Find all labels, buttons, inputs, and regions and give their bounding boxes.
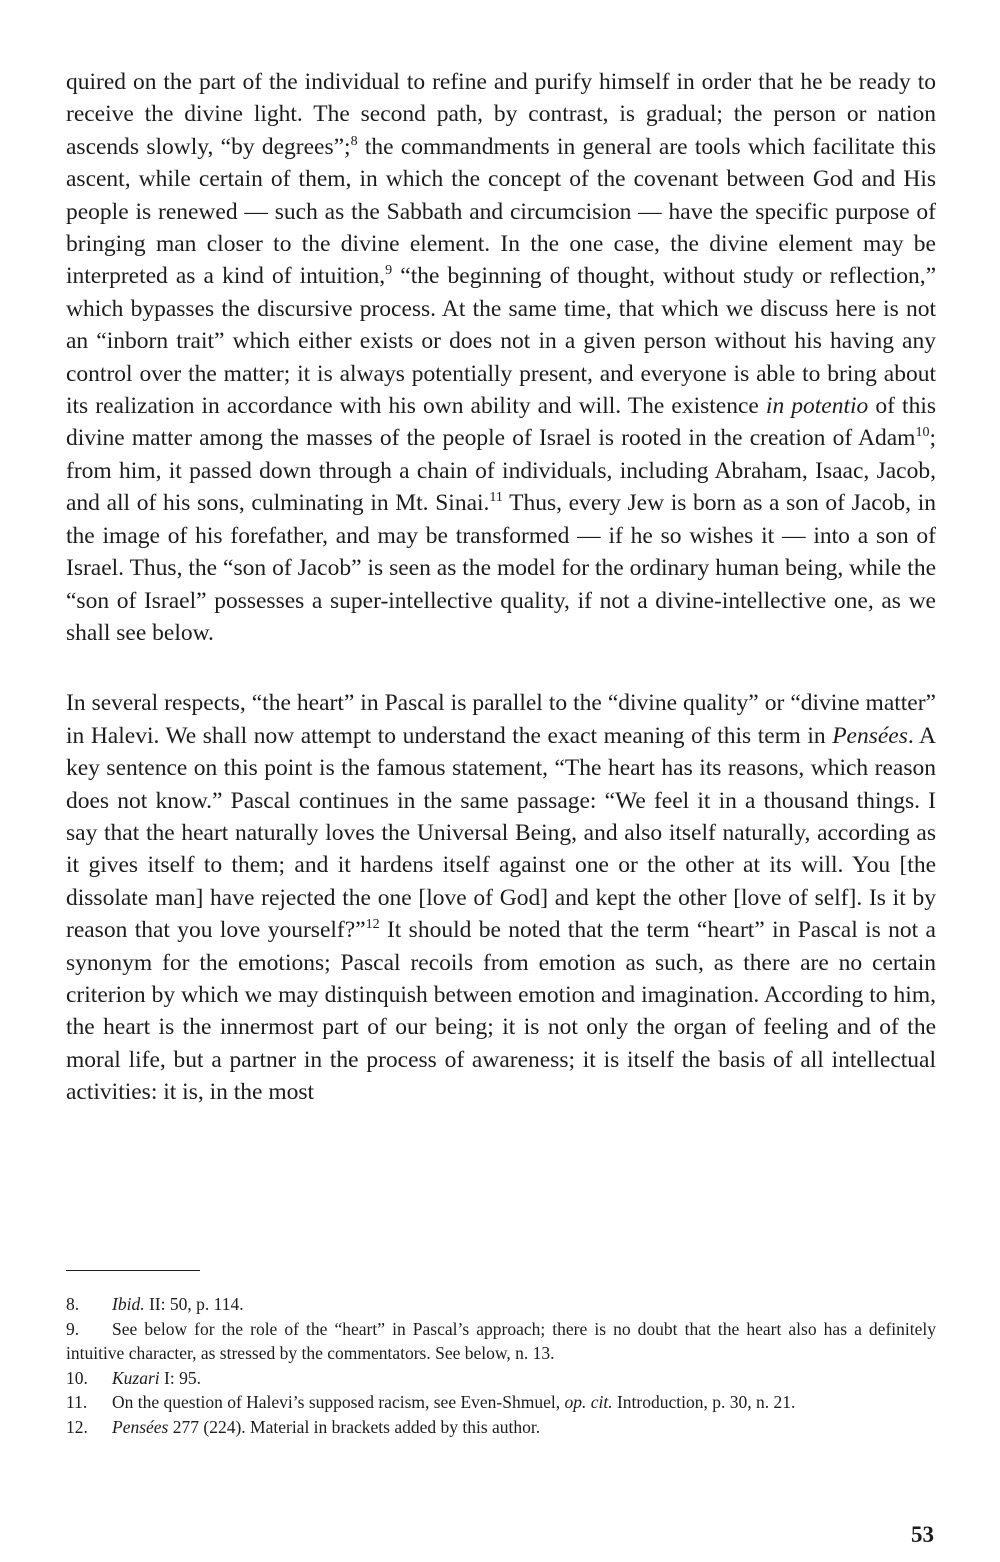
text-run: It should be noted that the term “heart” in Pascal is not a synonym for the emotions; Pascal recoils from emotion as such, as there are no certain criterion by which we may distinquish between emotion and imagination. According to him, the heart is the innermost part of our being; it is not only the organ of feeling and of the moral life, but a partner in the process of awareness; it is itself the basis of all intellectual activities: it is, in the most (66, 917, 936, 1106)
footnote-9 (66, 1317, 936, 1366)
footnote-text: Introduction, p. 30, n. 21. (612, 1392, 796, 1412)
text-run: In several respects, “the heart” in Pascal is parallel to the “divine quality” or “divine matter” in Halevi. We shall now attempt to understand the exact meaning of this term in (66, 690, 936, 749)
footnote-divider (66, 1270, 200, 1271)
italic-title: Pensées (832, 722, 908, 749)
footnote-11 (66, 1390, 936, 1415)
footnote-text: I: 95. (159, 1367, 201, 1388)
text-run: the commandments in general are tools which facilitate this ascent, while certain of them, in which the concept of the covenant between God and His people is renewed — such as the Sabbath and circumcision — have the specific purpose of bringing man closer to the divine element. In the one case, the divine element may be interpreted as a kind of intuition, (66, 133, 936, 290)
footnote-ref-8[interactable]: 8 (350, 133, 358, 149)
italic-ref: Pensées (112, 1416, 169, 1437)
footnote-text: On the question of Halevi’s supposed racism, see Even-Shmuel, (112, 1392, 565, 1412)
footnote-number: 11. (66, 1392, 88, 1412)
footnote-ref-9[interactable]: 9 (385, 263, 393, 279)
paragraph-2 (66, 687, 936, 1108)
footnote-number: 8. (66, 1294, 80, 1314)
text-run: of this divine matter among the masses of the people of Israel is rooted in the creation of Adam (66, 393, 937, 452)
footnotes (66, 1292, 936, 1439)
footnote-8 (66, 1292, 936, 1317)
footnote-10 (66, 1366, 936, 1391)
page-number: 53 (911, 1522, 934, 1547)
footnote-ref-11[interactable]: 11 (489, 490, 503, 506)
footnote-number: 12. (66, 1416, 88, 1437)
footnote-text: See below for the role of the “heart” in Pascal’s approach; there is no doubt that the heart also has a definitely intuitive character, as stressed by the commentators. See below, n. 13. (66, 1318, 936, 1363)
italic-term: in potentio (765, 393, 869, 420)
footnote-text: II: 50, p. 114. (144, 1294, 244, 1314)
footnote-text: 277 (224). Material in brackets added by this author. (168, 1416, 541, 1437)
text-run: quired on the part of the individual to refine and purify himself in order that he be ready to receive the divine light. The second path, by contrast, is gradual; the person or nation ascends slowly, “by degrees”; (66, 69, 936, 160)
italic-ref: op. cit. (564, 1392, 613, 1412)
text-run: Thus, every Jew is born as a son of Jacob, in the image of his forefather, and may be transformed — if he so wishes it — into a son of Israel. Thus, the “son of Jacob” is seen as the model for the ordinary human being, while the “son of Israel” possesses a super-intellective quality, if not a divine-intellective one, as we shall see below. (66, 490, 936, 646)
footnote-ref-12[interactable]: 12 (365, 917, 380, 933)
text-run: ; from him, it passed down through a chain of individuals, including Abraham, Isaac, Jacob, and all of his sons, culminating in Mt. Sinai. (66, 425, 936, 517)
footnote-number: 9. (66, 1318, 80, 1339)
italic-ref: Ibid. (112, 1294, 145, 1314)
footnote-ref-10[interactable]: 10 (915, 425, 930, 441)
paragraph-1 (66, 66, 936, 649)
footnote-number: 10. (66, 1367, 88, 1388)
text-run: “the beginning of thought, without study or reflection,” which bypasses the discursive process. At the same time, that which we discuss here is not an “inborn trait” which either exists or does not in a given person without his having any control over the matter; it is always potentially present, and everyone is able to bring about its realization in accordance with his own ability and will. The existence (66, 263, 937, 420)
italic-ref: Kuzari (112, 1367, 160, 1388)
text-run: . A key sentence on this point is the famous statement, “The heart has its reasons, which reason does not know.” Pascal continues in the same passage: “We feel it in a thousand things. I say that the heart naturally loves the Universal Being, and also itself naturally, according as it gives itself to them; and it hardens itself against one or the other at its will. You [the dissolate man] have rejected the one [love of God] and kept the other [love of self]. Is it by reason that you love yourself?” (66, 722, 936, 944)
footnote-12 (66, 1415, 936, 1440)
body-text (66, 66, 936, 1109)
